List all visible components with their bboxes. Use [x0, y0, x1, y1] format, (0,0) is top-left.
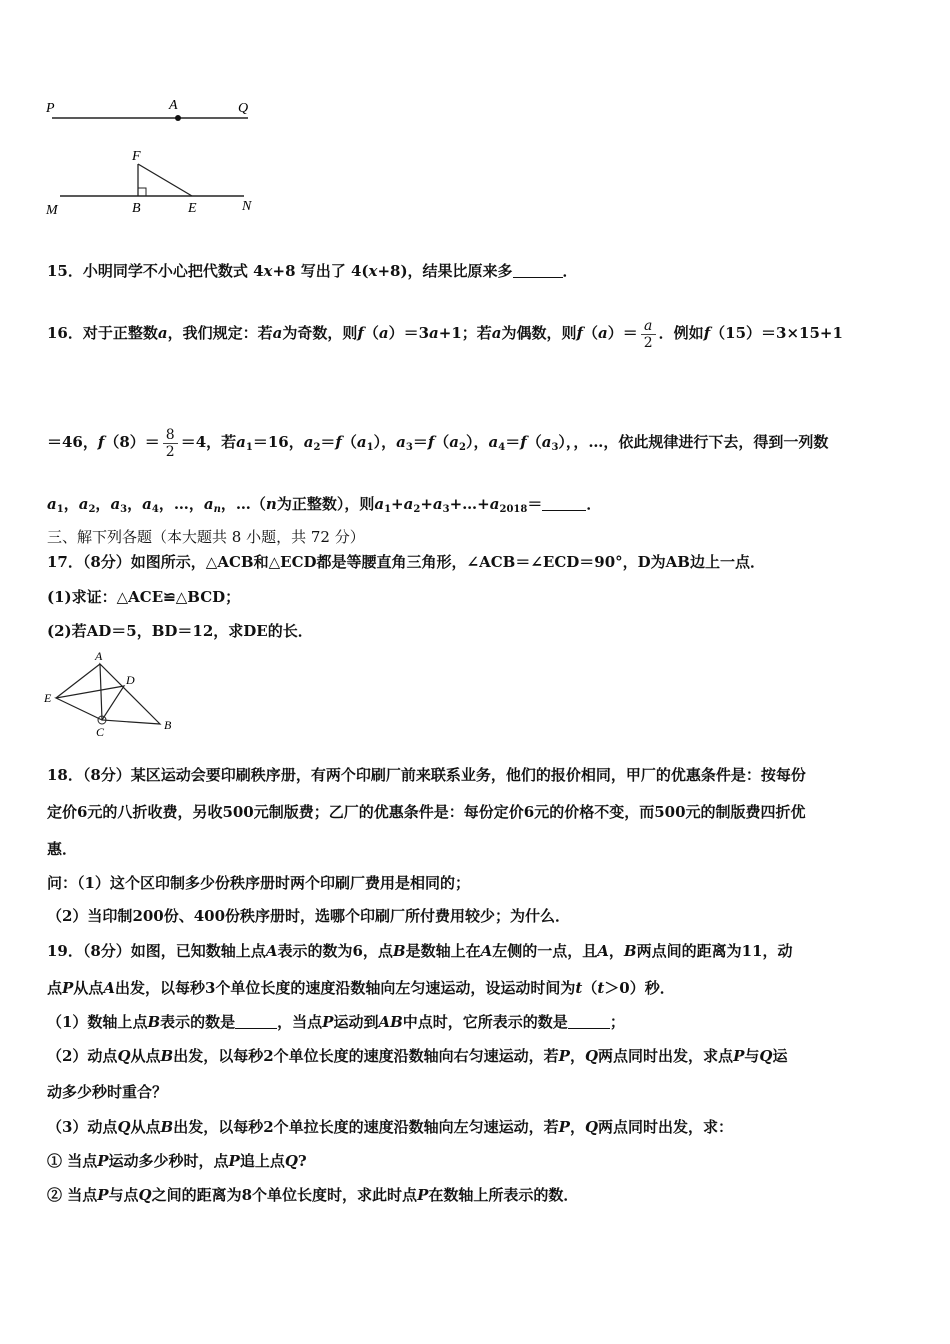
segment-ae: [56, 664, 100, 698]
question-17-figure: [40, 648, 190, 740]
question-19-line-2: 点P从点A出发，以每秒3个单位长度的速度沿数轴向左匀速运动，设运动时间为t（t＞0）秒．: [47, 979, 675, 997]
label-n: N: [242, 199, 252, 214]
question-17-part-2: (2)若AD＝5，BD＝12，求DE的长．: [47, 622, 313, 640]
question-17-part-1: (1)求证：△ACE≌△BCD；: [47, 588, 241, 606]
question-19-line-8: ② 当点P与点Q之间的距离为8个单位长度时，求此时点P在数轴上所表示的数．: [47, 1186, 579, 1204]
label-b: B: [164, 718, 172, 732]
question-16-line-2: ＝46，f（8）＝ $\frac{8}{2}$ ＝4，若$a_1=16$，$a_2=f(a_1)$，$a_3=f(a_2)$，$a_4=f(a_3)$，，…，依此规律进行下去，得到一列数: [47, 426, 829, 460]
question-16-line-3: $a_1$，$a_2$，$a_3$，$a_4$，…，$a_n$，…（n为正整数），则$a_1+a_2+a_3+\dots+a_{2018}=$ ．: [47, 495, 602, 515]
question-18-line-4: 问：（1）这个区印制多少份秩序册时两个印刷厂费用是相同的；: [47, 874, 470, 892]
right-angle-mark: [138, 188, 146, 196]
question-19-line-4: （2）动点Q从点B出发，以每秒2个单位长度的速度沿数轴向右匀速运动，若P，Q两点同时出发，求点P与Q运: [47, 1047, 788, 1065]
section-3-heading: 三、解下列各题（本大题共 8 小题，共 72 分）: [47, 528, 365, 546]
fraction-8-over-2: $\frac{8}{2}$: [163, 427, 178, 460]
label-m: M: [46, 203, 58, 218]
question-18-line-1: 18．（8分）某区运动会要印刷秩序册，有两个印刷厂前来联系业务，他们的报价相同，甲厂的优惠条件是：按每份: [47, 766, 806, 784]
answer-blank[interactable]: [235, 1014, 277, 1029]
label-c: C: [96, 725, 105, 739]
question-18-line-5: （2）当印制200份、400份秩序册时，选哪个印刷厂所付费用较少；为什么．: [47, 907, 571, 925]
answer-blank[interactable]: [542, 496, 586, 511]
question-19-line-6: （3）动点Q从点B出发，以每秒2个单拉长度的速度沿数轴向左匀速运动，若P，Q两点同时出发，求：: [47, 1118, 734, 1136]
answer-blank[interactable]: [568, 1014, 610, 1029]
label-a: A: [169, 98, 178, 113]
question-18-line-3: 惠．: [47, 840, 78, 858]
question-17-stem: 17．（8分）如图所示，△ACB和△ECD都是等腰直角三角形，∠ACB＝∠ECD＝90°，D为AB边上一点．: [47, 553, 765, 571]
label-b: B: [132, 201, 141, 216]
fraction-a-over-2: $\frac{a}{2}$: [641, 318, 656, 351]
answer-blank[interactable]: [513, 263, 563, 278]
question-19-line-3: （1）数轴上点B表示的数是 ，当点P运动到AB中点时，它所表示的数是 ；: [47, 1013, 625, 1031]
label-f: F: [132, 149, 141, 164]
label-q: Q: [238, 101, 249, 116]
question-19-line-7: ① 当点P运动多少秒时，点P追上点Q?: [47, 1152, 307, 1170]
triangle-ecd: [56, 686, 124, 720]
question-19-line-5: 动多少秒时重合？: [47, 1083, 168, 1101]
top-figure: [40, 92, 270, 222]
question-15: 15．小明同学不小心把代数式 4x+8 写出了 4(x+8)，结果比原来多 ．: [47, 262, 578, 280]
label-a: A: [95, 649, 103, 663]
label-e: E: [188, 201, 197, 216]
label-d: D: [126, 673, 135, 687]
point-a: [175, 115, 181, 121]
label-p: P: [46, 101, 55, 116]
question-18-line-2: 定价6元的八折收费，另收500元制版费；乙厂的优惠条件是：每份定价6元的价格不变，而500元的制版费四折优: [47, 803, 806, 821]
question-19-line-1: 19．（8分）如图，已知数轴上点A表示的数为6，点B是数轴上在A左侧的一点，且A，B两点间的距离为11，动: [47, 942, 793, 960]
question-16-line-1: 16．对于正整数a，我们规定：若a为奇数，则f（a）＝3a+1；若a为偶数，则f（a）＝ $\frac{a}{2}$ ．例如f（15）＝3×15+1: [47, 317, 843, 351]
label-e: E: [44, 691, 52, 705]
